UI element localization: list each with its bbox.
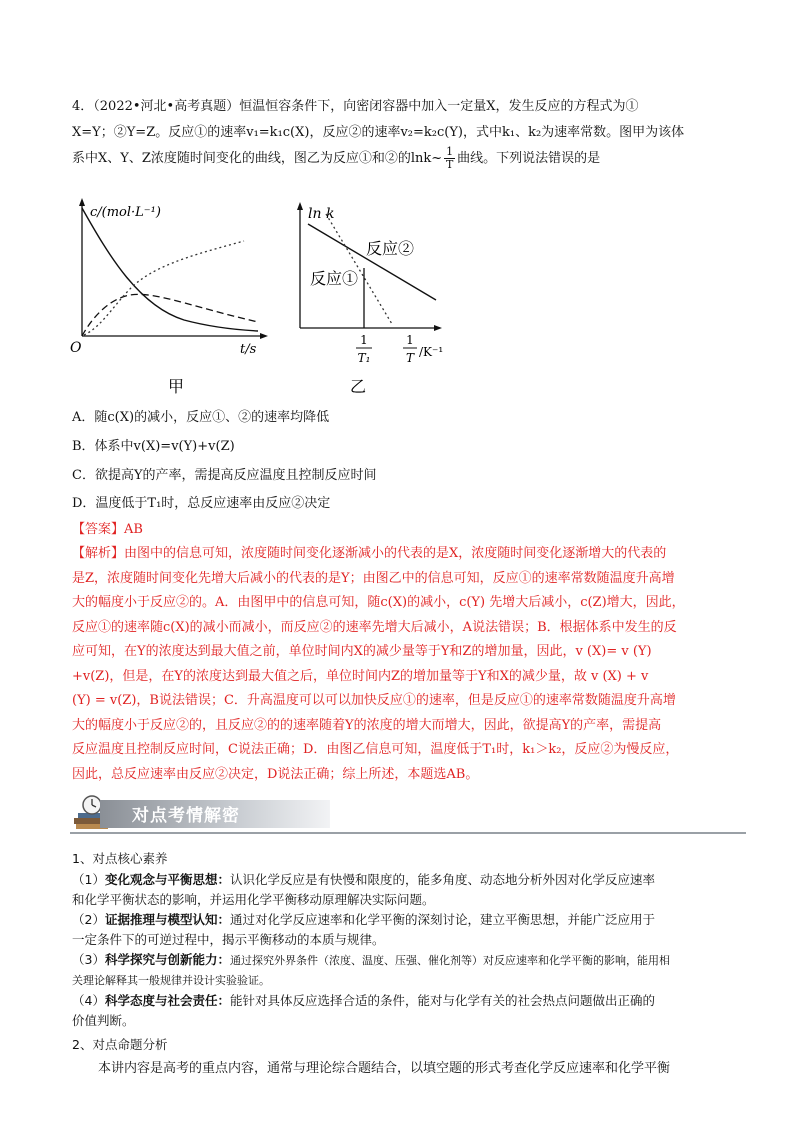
jia-curve-z — [84, 241, 244, 335]
explanation-row: +v(Z)，但是，在Y的浓度达到最大值之后，单位时间内Z的增加量等于Y和X的减少量，故 v (X) + v — [72, 668, 649, 684]
literacy-row — [72, 950, 742, 971]
jia-origin: O — [70, 340, 82, 356]
literacy-num: （1） — [72, 872, 105, 887]
question-stem — [72, 94, 744, 172]
jia-curve-y — [82, 294, 258, 336]
inline-fraction — [444, 146, 455, 171]
literacy-title: 变化观念与平衡思想： — [104, 872, 230, 887]
explanation-row: 反应①的速率随c(X)的减小而减小，而反应②的速率先增大后减小，A说法错误；B．根据体系中发生的反 — [72, 619, 677, 635]
literacy-row — [72, 930, 742, 950]
explanation-row — [72, 542, 744, 567]
explanation-row: 因此，总反应速率由反应②决定，D说法正确；综上所述，本题选AB。 — [72, 766, 479, 782]
yi-tick1-den: T₁ — [357, 351, 371, 365]
inline-fraction-den: T — [446, 158, 454, 171]
literacy-row — [72, 890, 742, 910]
yi-x-arrow — [434, 325, 442, 331]
yi-line-r1 — [308, 224, 436, 300]
explanation — [72, 542, 744, 787]
jia-caption: 甲 — [167, 377, 185, 396]
figure-jia — [64, 196, 278, 396]
literacy-num: （2） — [72, 912, 105, 927]
explanation-row: (Y) = v(Z)，B说法错误；C．升高温度可以可以加快反应①的速率，但是反应①的速率常数随温度升高增 — [72, 693, 676, 708]
question-line-3-part-a: 系中X、Y、Z浓度随时间变化的曲线，图乙为反应①和②的lnk~ — [72, 151, 443, 166]
jia-y-arrow — [79, 198, 85, 206]
option-d: D．温度低于T₁时，总反应速率由反应②决定 — [72, 496, 331, 511]
literacy-text: 通过对化学反应速率和化学平衡的深刻讨论，建立平衡思想，并能广泛应用于 — [229, 912, 655, 927]
literacy-row — [72, 971, 742, 991]
question-line-3 — [72, 146, 744, 172]
section-2-text: 本讲内容是高考的重点内容，通常与理论综合题结合，以填空题的形式考查化学反应速率和化学平衡 — [98, 1061, 671, 1076]
banner-title: 对点考情解密 — [132, 806, 240, 826]
literacy-text: 通过探究外界条件（浓度、温度、压强、催化剂等）对反应速率和化学平衡的影响，能用相 — [229, 954, 670, 967]
explanation-row: 是Z，浓度随时间变化先增大后减小的代表的是Y；由图乙中的信息可知，反应①的速率常数随温度升高增 — [72, 570, 675, 586]
yi-caption: 乙 — [349, 377, 367, 396]
literacy-text: 能针对具体反应选择合适的条件，能对与化学有关的社会热点问题做出正确的 — [229, 993, 655, 1008]
option-b: B．体系中v(X)=v(Y)+v(Z) — [72, 439, 235, 454]
explanation-label: 【解析】 — [72, 546, 125, 561]
section-banner — [70, 792, 750, 836]
figure-yi — [286, 196, 476, 396]
jia-y-label: c/(mol·L⁻¹) — [90, 205, 161, 220]
section-1-heading: 1、对点核心素养 — [72, 851, 168, 866]
literacy-row — [72, 991, 742, 1011]
literacy-row — [72, 910, 742, 930]
literacy-title: 证据推理与模型认知： — [104, 912, 230, 927]
answer-label: 【答案】 — [72, 522, 125, 537]
section-2-heading: 2、对点命题分析 — [72, 1037, 168, 1052]
literacy-text: 和化学平衡状态的影响，并运用化学平衡移动原理解决实际问题。 — [72, 892, 435, 907]
literacy-row — [72, 870, 742, 890]
literacy-title: 科学探究与创新能力： — [104, 952, 230, 967]
banner-divider — [70, 832, 746, 834]
literacy-num: （4） — [72, 993, 105, 1008]
option-c: C．欲提高Y的产率，需提高反应温度且控制反应时间 — [72, 468, 377, 483]
jia-x-arrow — [260, 333, 268, 339]
question-line-1: 4．（2022•河北•高考真题）恒温恒容条件下，向密闭容器中加入一定量X，发生反应的方程式为① — [72, 99, 639, 114]
yi-tick2-num: 1 — [406, 333, 414, 347]
jia-x-label: t/s — [240, 342, 257, 357]
literacy-text: 价值判断。 — [72, 1013, 135, 1028]
literacy-text: 关理论解释其一般规律并设计实验验证。 — [72, 974, 270, 987]
explanation-row: 应可知，在Y的浓度达到最大值之前，单位时间内X的减少量等于Y和Z的增加量，因此，v (X)= v (Y) — [72, 644, 652, 659]
yi-label-r1: 反应① — [310, 269, 359, 288]
question-line-2: X=Y；②Y=Z。反应①的速率v₁=k₁c(X)，反应②的速率v₂=k₂c(Y)，式中k₁、k₂为速率常数。图甲为该体 — [72, 125, 685, 140]
jia-curve-x — [82, 208, 258, 331]
literacy-text: 一定条件下的可逆过程中，揭示平衡移动的本质与规律。 — [72, 932, 385, 947]
literacy-num: （3） — [72, 952, 105, 967]
inline-fraction-num: 1 — [446, 145, 454, 158]
literacy-text: 认识化学反应是有快慢和限度的，能多角度、动态地分析外因对化学反应速率 — [229, 872, 655, 887]
explanation-row: 大的幅度小于反应②的，且反应②的的速率随着Y的浓度的增大而增大，因此，欲提高Y的产率，需提高 — [72, 717, 662, 733]
answer-line — [72, 520, 143, 540]
section-2 — [72, 1034, 742, 1082]
yi-tick2-unit: /K⁻¹ — [419, 345, 444, 359]
explanation-row: 大的幅度小于反应②的。A．由图甲中的信息可知，随c(X)的减小，c(Y) 先增大后减小，c(Z)增大，因此， — [72, 595, 685, 610]
section-1 — [72, 848, 742, 1031]
yi-tick2-den: T — [405, 351, 415, 365]
yi-y-arrow — [297, 202, 303, 210]
yi-tick1-num: 1 — [360, 333, 368, 347]
literacy-row — [72, 1011, 742, 1031]
yi-y-label: ln k — [308, 206, 335, 222]
literacy-title: 科学态度与社会责任： — [104, 993, 230, 1008]
option-a: A．随c(X)的减小，反应①、②的速率均降低 — [72, 410, 330, 425]
explanation-text: 由图中的信息可知，浓度随时间变化逐渐减小的代表的是X，浓度随时间变化逐渐增大的代表的 — [124, 546, 667, 561]
explanation-row: 反应温度且控制反应时间，C说法正确；D．由图乙信息可知，温度低于T₁时，k₁＞k₂，反应②为慢反应， — [72, 742, 679, 757]
yi-label-r2: 反应② — [366, 239, 415, 258]
answer-value: AB — [124, 522, 143, 537]
question-line-3-part-b: 曲线。下列说法错误的是 — [457, 151, 601, 166]
